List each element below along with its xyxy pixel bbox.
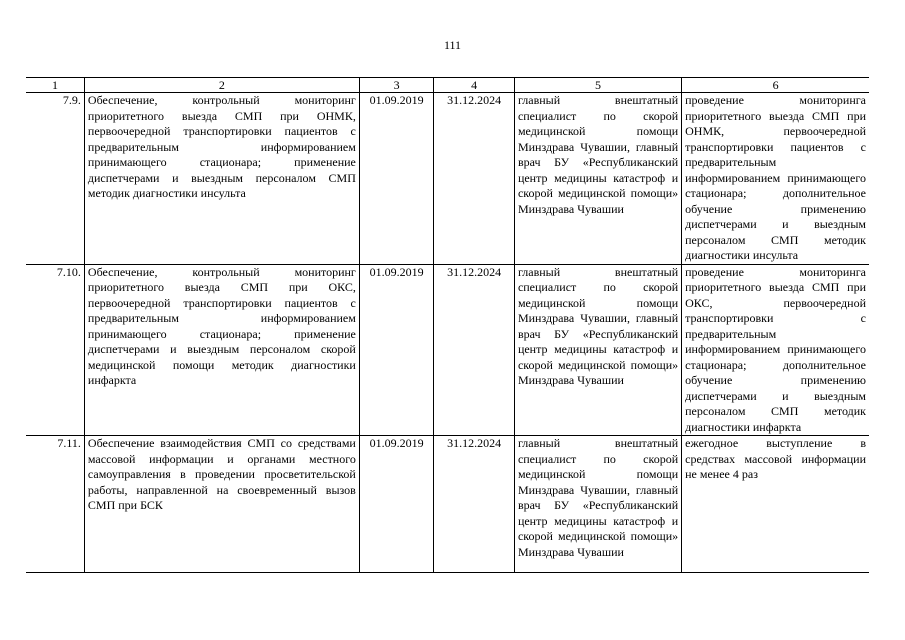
result-cell: проведение мониторинга приоритетного выезда СМП при ОКС, первоочередной транспортировки с предварительным информированием принимающего стационара; дополнительное обучение применению диспетчерами и выездным персоналом СМП методик диагностики инфаркта [682, 264, 869, 436]
item-number: 7.10. [26, 264, 84, 436]
column-header: 5 [514, 78, 681, 93]
column-header: 4 [434, 78, 515, 93]
end-date-cell: 31.12.2024 [434, 436, 515, 573]
column-number-row [26, 78, 869, 93]
activity-cell: Обеспечение, контрольный мониторинг приоритетного выезда СМП при ОКС, первоочередной транспортировки пациентов с предварительным информированием принимающего стационара; применение диспетчерами и выездным персоналом скорой медицинской помощи методик диагностики инфаркта [84, 264, 359, 436]
column-header: 3 [359, 78, 434, 93]
item-number: 7.9. [26, 93, 84, 265]
item-number: 7.11. [26, 436, 84, 573]
start-date-cell: 01.09.2019 [359, 436, 434, 573]
end-date-cell: 31.12.2024 [434, 93, 515, 265]
measures-table [26, 77, 869, 573]
page-number: 111 [443, 38, 462, 52]
start-date-cell: 01.09.2019 [359, 93, 434, 265]
activity-cell: Обеспечение, контрольный мониторинг приоритетного выезда СМП при ОНМК, первоочередной транспортировки пациентов с предварительным информированием принимающего стационара; применение диспетчерами и выездным персоналом СМП методик диагностики инсульта [84, 93, 359, 265]
result-cell: проведение мониторинга приоритетного выезда СМП при ОНМК, первоочередной транспортировки пациентов с предварительным информированием принимающего стационара; дополнительное обучение применению диспетчерами и выездным персоналом СМП методик диагностики инсульта [682, 93, 869, 265]
start-date-cell: 01.09.2019 [359, 264, 434, 436]
table-row [26, 93, 869, 265]
activity-cell: Обеспечение взаимодействия СМП со средствами массовой информации и органами местного самоуправления в проведении просветительской работы, направленной на своевременный вызов СМП при БСК [84, 436, 359, 573]
table-row [26, 436, 869, 573]
column-header: 2 [84, 78, 359, 93]
responsible-cell: главный внештатный специалист по скорой медицинской помощи Минздрава Чувашии, главный врач БУ «Республиканский центр медицины катастроф и скорой медицинской помощи» Минздрава Чувашии [514, 93, 681, 265]
end-date-cell: 31.12.2024 [434, 264, 515, 436]
column-header: 1 [26, 78, 84, 93]
responsible-cell: главный внештатный специалист по скорой медицинской помощи Минздрава Чувашии, главный врач БУ «Республиканский центр медицины катастроф и скорой медицинской помощи» Минздрава Чувашии [514, 436, 681, 573]
table-row [26, 264, 869, 436]
result-cell: ежегодное выступление в средствах массовой информации не менее 4 раз [682, 436, 869, 573]
column-header: 6 [682, 78, 869, 93]
responsible-cell: главный внештатный специалист по скорой медицинской помощи Минздрава Чувашии, главный врач БУ «Республиканский центр медицины катастроф и скорой медицинской помощи» Минздрава Чувашии [514, 264, 681, 436]
